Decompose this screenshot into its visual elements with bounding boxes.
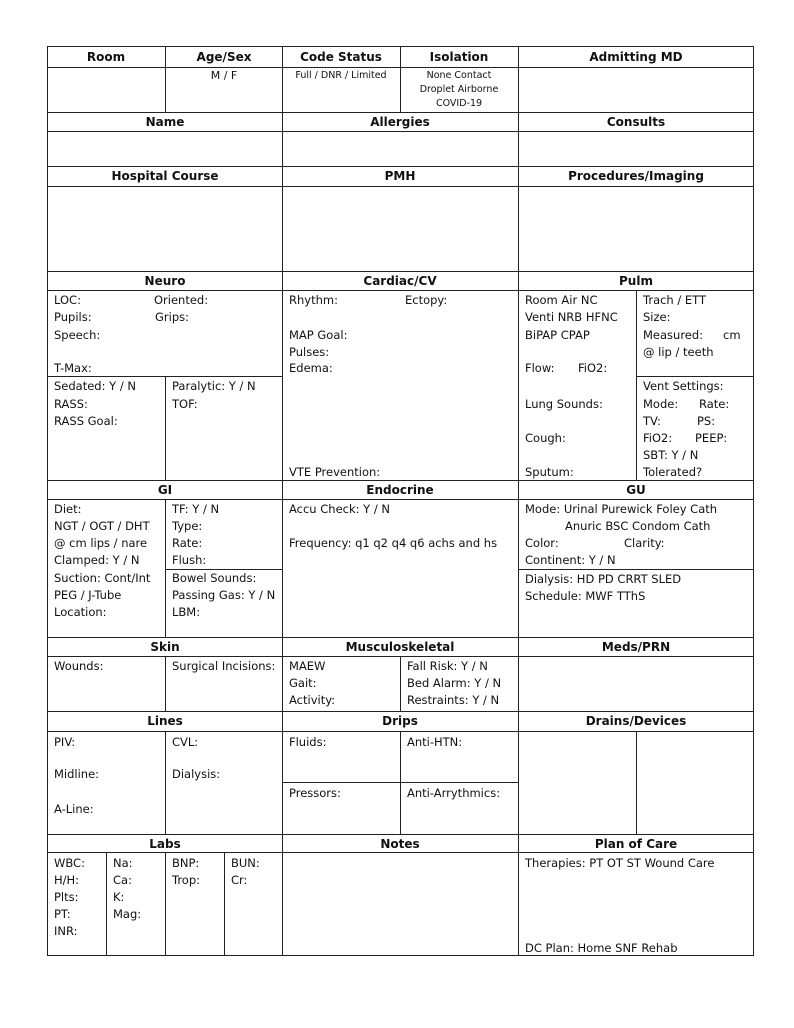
rhythm-label: Rhythm: <box>289 293 338 307</box>
venti-options: Venti NRB HFNC <box>525 310 618 324</box>
rule-line <box>165 569 283 570</box>
sbt-label: SBT: Y / N <box>643 448 699 462</box>
peg-label: PEG / J-Tube <box>54 588 122 602</box>
code-status-header: Code Status <box>300 50 382 64</box>
isolation-header: Isolation <box>429 50 489 64</box>
rule-line <box>47 499 754 500</box>
clamped-label: Clamped: Y / N <box>54 553 140 567</box>
maew-label: MAEW <box>289 659 326 673</box>
plan-of-care-header: Plan of Care <box>594 837 678 851</box>
rule-line <box>400 46 401 113</box>
paralytic-label: Paralytic: Y / N <box>172 379 256 393</box>
lines-dialysis-label: Dialysis: <box>172 767 221 781</box>
wounds-label: Wounds: <box>54 659 104 673</box>
rule-line <box>47 186 754 187</box>
diet-label: Diet: <box>54 502 82 516</box>
restraints-label: Restraints: Y / N <box>407 693 500 707</box>
continent-label: Continent: Y / N <box>525 553 616 567</box>
rule-line <box>47 480 754 481</box>
hh-label: H/H: <box>54 873 80 887</box>
trach-label: Trach / ETT <box>643 293 707 307</box>
cardiac-header: Cardiac/CV <box>363 274 437 288</box>
skin-header: Skin <box>150 640 180 654</box>
rule-line <box>282 112 283 956</box>
ectopy-label: Ectopy: <box>405 293 448 307</box>
rule-line <box>165 46 166 113</box>
neuro-header: Neuro <box>144 274 186 288</box>
ps-label: PS: <box>697 414 716 428</box>
location-label: Location: <box>54 605 107 619</box>
code-status-options: Full / DNR / Limited <box>295 70 387 81</box>
vent-mode-label: Mode: <box>643 397 679 411</box>
bun-label: BUN: <box>231 856 260 870</box>
color-label: Color: <box>525 536 559 550</box>
sedated-label: Sedated: Y / N <box>54 379 136 393</box>
vent-fio2-label: FiO2: <box>643 431 673 445</box>
tube-options: NGT / OGT / DHT <box>54 519 150 533</box>
rule-line <box>165 852 166 956</box>
rule-line <box>165 656 166 711</box>
rule-line <box>165 499 166 637</box>
inr-label: INR: <box>54 924 78 938</box>
dialysis-label: Dialysis: HD PD CRRT SLED <box>525 572 682 586</box>
cm-label: cm <box>723 328 741 342</box>
lines-header: Lines <box>147 714 183 728</box>
piv-label: PIV: <box>54 735 76 749</box>
rule-line <box>165 376 166 480</box>
procedures-header: Procedures/Imaging <box>568 169 704 183</box>
lip-teeth-label: @ lip / teeth <box>643 345 714 359</box>
cr-label: Cr: <box>231 873 248 887</box>
hospital-course-header: Hospital Course <box>111 169 219 183</box>
rule-line <box>636 731 637 834</box>
dc-plan-label: DC Plan: Home SNF Rehab <box>525 941 678 955</box>
age-sex-header: Age/Sex <box>196 50 252 64</box>
fio2-label: FiO2: <box>578 361 608 375</box>
measured-label: Measured: <box>643 328 704 342</box>
na-label: Na: <box>113 856 133 870</box>
tof-label: TOF: <box>172 397 198 411</box>
notes-header: Notes <box>380 837 420 851</box>
tf-rate-label: Rate: <box>172 536 203 550</box>
rule-line <box>47 290 754 291</box>
therapies-label: Therapies: PT OT ST Wound Care <box>525 856 715 870</box>
rule-line <box>47 834 754 835</box>
consults-header: Consults <box>606 115 666 129</box>
meds-prn-header: Meds/PRN <box>601 640 671 654</box>
tf-label: TF: Y / N <box>172 502 220 516</box>
rule-line <box>165 731 166 834</box>
rule-line <box>47 131 754 132</box>
passing-gas-label: Passing Gas: Y / N <box>172 588 276 602</box>
k-label: K: <box>113 890 125 904</box>
vent-rate-label: Rate: <box>699 397 730 411</box>
drips-header: Drips <box>382 714 418 728</box>
surgical-incisions-label: Surgical Incisions: <box>172 659 276 673</box>
rule-line <box>636 290 637 480</box>
activity-label: Activity: <box>289 693 336 707</box>
tolerated-label: Tolerated? <box>643 465 703 479</box>
isolation-options-1: None Contact <box>426 70 492 81</box>
tv-label: TV: <box>643 414 661 428</box>
gu-mode-label: Mode: Urinal Purewick Foley Cath <box>525 502 718 516</box>
pulm-header: Pulm <box>619 274 653 288</box>
age-sex-options: M / F <box>210 69 238 82</box>
rule-line <box>47 637 754 638</box>
pmh-header: PMH <box>384 169 416 183</box>
endocrine-header: Endocrine <box>366 483 434 497</box>
bed-alarm-label: Bed Alarm: Y / N <box>407 676 502 690</box>
flush-label: Flush: <box>172 553 207 567</box>
midline-label: Midline: <box>54 767 100 781</box>
anti-arrhythmics-label: Anti-Arrythmics: <box>407 786 501 800</box>
fall-risk-label: Fall Risk: Y / N <box>407 659 488 673</box>
schedule-label: Schedule: MWF TThS <box>525 589 646 603</box>
rule-line <box>224 852 225 956</box>
map-goal-label: MAP Goal: <box>289 328 348 342</box>
rule-line <box>47 711 754 712</box>
rule-line <box>400 656 401 711</box>
pressors-label: Pressors: <box>289 786 341 800</box>
fluids-label: Fluids: <box>289 735 327 749</box>
rule-line <box>518 569 754 570</box>
rule-line <box>282 782 519 783</box>
lbm-label: LBM: <box>172 605 201 619</box>
drains-devices-header: Drains/Devices <box>585 714 687 728</box>
musculoskeletal-header: Musculoskeletal <box>345 640 455 654</box>
accu-check-label: Accu Check: Y / N <box>289 502 390 516</box>
oriented-label: Oriented: <box>154 293 209 307</box>
labs-header: Labs <box>149 837 181 851</box>
cvl-label: CVL: <box>172 735 199 749</box>
rule-line <box>518 112 519 956</box>
gu-anuric-options: Anuric BSC Condom Cath <box>565 519 711 533</box>
mag-label: Mag: <box>113 907 142 921</box>
room-header: Room <box>86 50 126 64</box>
ca-label: Ca: <box>113 873 132 887</box>
rule-line <box>47 271 754 272</box>
rule-line <box>106 852 107 956</box>
pt-label: PT: <box>54 907 71 921</box>
rule-line <box>753 46 754 956</box>
peep-label: PEEP: <box>695 431 728 445</box>
gait-label: Gait: <box>289 676 317 690</box>
pulses-label: Pulses: <box>289 345 330 359</box>
size-label: Size: <box>643 310 671 324</box>
cough-label: Cough: <box>525 431 566 445</box>
room-air-options: Room Air NC <box>525 293 598 307</box>
edema-label: Edema: <box>289 361 333 375</box>
plts-label: Plts: <box>54 890 79 904</box>
type-label: Type: <box>172 519 203 533</box>
aline-label: A-Line: <box>54 802 94 816</box>
vte-label: VTE Prevention: <box>289 465 381 479</box>
tmax-label: T-Max: <box>54 361 92 375</box>
anti-htn-label: Anti-HTN: <box>407 735 463 749</box>
isolation-options-2: Droplet Airborne <box>419 84 499 95</box>
sputum-label: Sputum: <box>525 465 574 479</box>
rule-line <box>47 955 754 956</box>
rass-label: RASS: <box>54 397 88 411</box>
gi-header: GI <box>157 483 173 497</box>
flow-label: Flow: <box>525 361 555 375</box>
vent-settings-label: Vent Settings: <box>643 379 724 393</box>
suction-label: Suction: Cont/Int <box>54 571 151 585</box>
pupils-label: Pupils: <box>54 310 92 324</box>
rule-line <box>518 46 519 113</box>
rule-line <box>47 852 754 853</box>
rule-line <box>282 46 283 113</box>
lung-sounds-label: Lung Sounds: <box>525 397 603 411</box>
rule-line <box>47 46 48 956</box>
rass-goal-label: RASS Goal: <box>54 414 118 428</box>
loc-label: LOC: <box>54 293 81 307</box>
bipap-options: BiPAP CPAP <box>525 328 590 342</box>
tube-depth-label: @ cm lips / nare <box>54 536 148 550</box>
bnp-label: BNP: <box>172 856 200 870</box>
rule-line <box>636 376 754 377</box>
allergies-header: Allergies <box>370 115 430 129</box>
isolation-options-3: COVID-19 <box>435 98 483 109</box>
rule-line <box>47 166 754 167</box>
grips-label: Grips: <box>155 310 190 324</box>
wbc-label: WBC: <box>54 856 85 870</box>
speech-label: Speech: <box>54 328 101 342</box>
frequency-label: Frequency: q1 q2 q4 q6 achs and hs <box>289 536 498 550</box>
admitting-md-header: Admitting MD <box>589 50 683 64</box>
gu-header: GU <box>626 483 646 497</box>
bowel-sounds-label: Bowel Sounds: <box>172 571 257 585</box>
trop-label: Trop: <box>172 873 201 887</box>
clarity-label: Clarity: <box>624 536 665 550</box>
name-header: Name <box>145 115 185 129</box>
